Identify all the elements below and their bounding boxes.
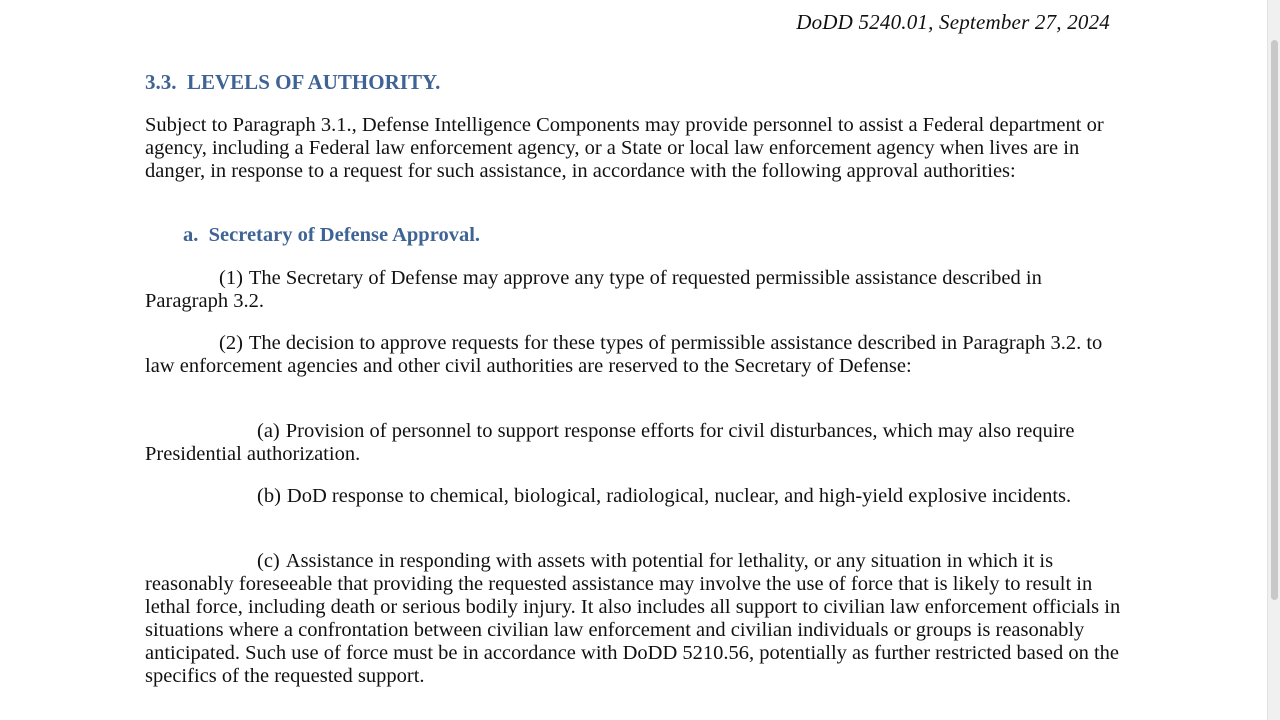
paragraph-number: (1) [219, 267, 243, 289]
subparagraph-text: DoD response to chemical, biological, radiological, nuclear, and high-yield explosive incidents. [286, 485, 1072, 507]
document-header: DoDD 5240.01, September 27, 2024 [796, 10, 1110, 34]
paragraph-number: (2) [219, 332, 243, 354]
paragraph-1 [145, 267, 1125, 313]
subparagraph-a [145, 420, 1125, 466]
section-number: 3.3. [145, 70, 177, 94]
intro-paragraph: Subject to Paragraph 3.1., Defense Intelligence Components may provide personnel to assist a Federal department or agency, including a Federal law enforcement agency, or a State or local law enforcement agency when lives are in danger, in response to a request for such assistance, in accordance with the following approval authorities: [145, 114, 1104, 182]
subparagraph-number: (a) [257, 420, 280, 442]
subparagraph-text: Provision of personnel to support response efforts for civil disturbances, which may also require Presidential authorization. [145, 420, 1075, 465]
section-heading [145, 70, 440, 95]
scrollbar-thumb[interactable] [1271, 40, 1278, 600]
subparagraph-text: Assistance in responding with assets with potential for lethality, or any situation in which it is reasonably foreseeable that providing the requested assistance may involve the use of force that is likely to result in lethal force, including death or serious bodily injury. It also includes all support to civilian law enforcement officials in situations where a confrontation between civilian law enforcement and civilian individuals or groups is reasonably anticipated. Such use of force must be in accordance with DoDD 5210.56, potentially as further restricted based on the specifics of the requested support. [145, 550, 1121, 687]
paragraph-text: The decision to approve requests for these types of permissible assistance described in Paragraph 3.2. to law enforcement agencies and other civil authorities are reserved to the Secretary of Defense: [145, 332, 1103, 377]
section-title: LEVELS OF AUTHORITY. [187, 70, 441, 94]
vertical-scrollbar[interactable] [1267, 0, 1280, 720]
paragraph-text: The Secretary of Defense may approve any type of requested permissible assistance described in Paragraph 3.2. [145, 267, 1042, 312]
subsection-title: Secretary of Defense Approval. [208, 224, 481, 246]
subsection-heading [183, 224, 480, 247]
subparagraph-c [145, 550, 1125, 688]
subsection-label: a. [183, 224, 199, 246]
subparagraph-number: (b) [257, 485, 281, 507]
paragraph-2 [145, 332, 1125, 378]
subparagraph-number: (c) [257, 550, 280, 572]
subparagraph-b [145, 485, 1125, 508]
